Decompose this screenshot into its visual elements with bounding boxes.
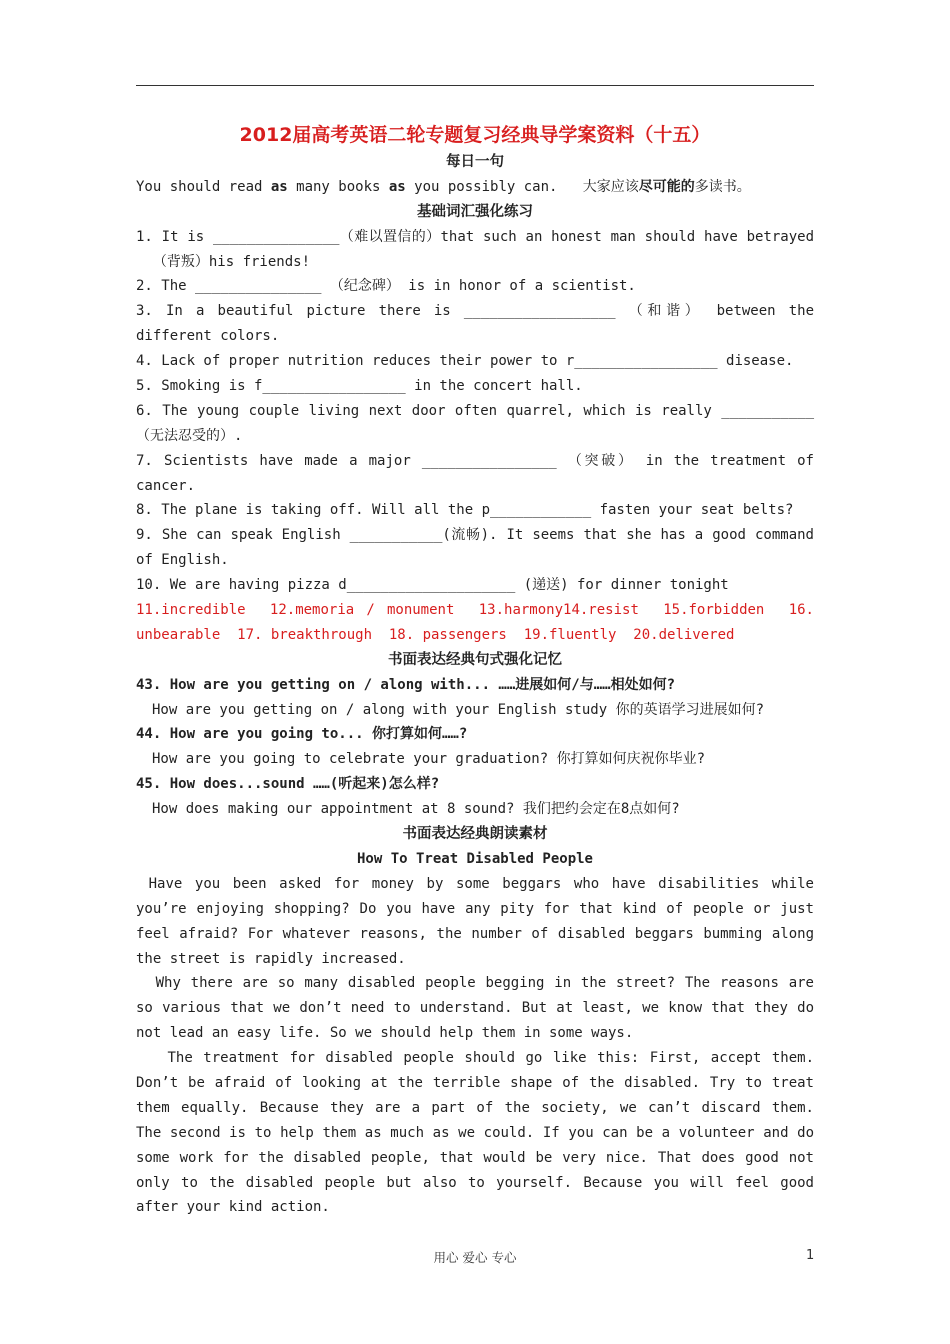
vocab-line: 3. In a beautiful picture there is __________________ （和谐） between the: [136, 303, 814, 320]
reading-heading: 书面表达经典朗读素材: [402, 826, 548, 843]
pattern-title: 45. How does...sound ……(听起来)怎么样?: [136, 776, 440, 793]
vocab-line: 1. It is _______________（难以置信的）that such an honest man should have betrayed: [136, 228, 814, 245]
answer-line: 11.incredible 12.memoria / monument 13.harmony14.resist 15.forbidden 16.: [136, 602, 814, 619]
reading-line: after your kind action.: [136, 1199, 330, 1216]
reading-line: Don’t be afraid of looking at the terrible shape of the disabled. Try to treat: [136, 1074, 814, 1091]
daily-sentence: You should read as many books as you possibly can. 大家应该尽可能的多读书。: [136, 178, 751, 195]
vocab-line: 2. The _______________ （纪念碑） is in honor of a scientist.: [136, 278, 636, 295]
reading-line: so various that we don’t need to understand. But at least, we know that they do: [136, 1000, 814, 1017]
vocab-line: （背叛）his friends!: [136, 253, 311, 270]
pattern-example: How are you getting on / along with your English study 你的英语学习进展如何?: [152, 701, 765, 718]
vocab-line: different colors.: [136, 328, 280, 345]
daily-heading: 每日一句: [446, 154, 504, 170]
vocab-line: 6. The young couple living next door often quarrel, which is really ___________: [136, 402, 814, 419]
answer-line: unbearable 17. breakthrough 18. passengers 19.fluently 20.delivered: [136, 626, 735, 643]
reading-line: Have you been asked for money by some beggars who have disabilities while: [136, 875, 814, 892]
reading-line: them equally. Because they are a part of the society, we can’t discard them.: [136, 1099, 814, 1116]
page-footer: 用心 爱心 专心: [433, 1250, 517, 1265]
vocab-line: 10. We are having pizza d____________________ (递送) for dinner tonight: [136, 577, 729, 594]
pattern-title: 43. How are you getting on / along with... ……进展如何/与……相处如何?: [136, 676, 676, 693]
reading-line: you’re enjoying shopping? Do you have any pity for that kind of people or just: [136, 900, 814, 917]
pattern-example: How are you going to celebrate your graduation? 你打算如何庆祝你毕业?: [152, 751, 706, 768]
header-rule: [136, 85, 814, 86]
vocab-line: 7. Scientists have made a major ________________ （突破） in the treatment of: [136, 452, 814, 469]
vocab-line: 8. The plane is taking off. Will all the p____________ fasten your seat belts?: [136, 502, 794, 519]
vocab-heading: 基础词汇强化练习: [417, 203, 533, 220]
reading-line: feel afraid? For whatever reasons, the number of disabled beggars bumming along: [136, 925, 814, 942]
vocab-line: cancer.: [136, 477, 196, 494]
vocab-line: 9. She can speak English ___________(流畅). It seems that she has a good command: [136, 527, 814, 544]
vocab-line: （无法忍受的）.: [136, 427, 243, 444]
reading-line: the street is rapidly increased.: [136, 950, 406, 967]
vocab-line: 5. Smoking is f_________________ in the concert hall.: [136, 378, 583, 395]
reading-line: Why there are so many disabled people begging in the street? The reasons are: [136, 975, 814, 992]
pattern-title: 44. How are you going to... 你打算如何……?: [136, 726, 468, 743]
patterns-heading: 书面表达经典句式强化记忆: [388, 651, 562, 668]
reading-line: some work for the disabled people, that would be very nice. That does good not: [136, 1149, 814, 1166]
reading-line: The second is to help them as much as we could. If you can be a volunteer and do: [136, 1124, 814, 1141]
reading-line: not lead an easy life. So we should help them in some ways.: [136, 1025, 634, 1042]
pattern-example: How does making our appointment at 8 sound? 我们把约会定在8点如何?: [152, 801, 680, 818]
document-title: 2012届高考英语二轮专题复习经典导学案资料（十五）: [239, 124, 711, 146]
reading-line: The treatment for disabled people should go like this: First, accept them.: [136, 1050, 814, 1067]
vocab-line: 4. Lack of proper nutrition reduces their power to r_________________ disease.: [136, 353, 794, 370]
reading-title: How To Treat Disabled People: [356, 850, 593, 867]
document-body: [136, 120, 814, 1220]
page-number: 1: [806, 1248, 815, 1263]
vocab-line: of English.: [136, 552, 229, 569]
reading-line: only to the disabled people but also to yourself. Because you will feel good: [136, 1174, 814, 1191]
